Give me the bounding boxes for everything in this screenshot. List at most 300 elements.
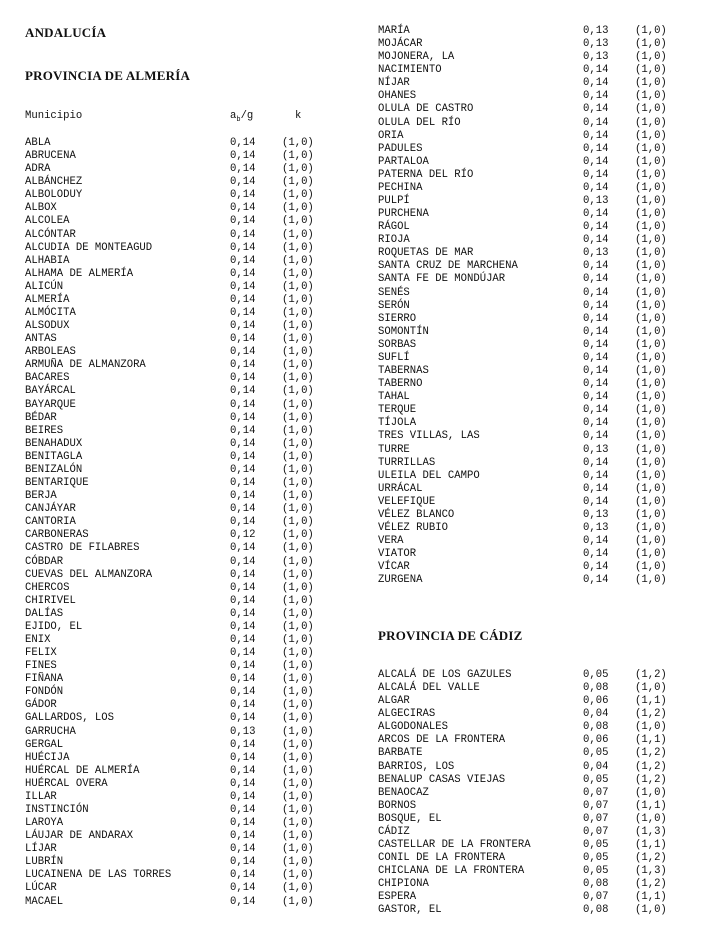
table-row xyxy=(378,234,678,247)
ab-cell: 0,07 xyxy=(583,799,609,812)
k-cell: (1,0) xyxy=(282,215,314,228)
table-row xyxy=(378,77,678,90)
municipio-cell: CHICLANA DE LA FRONTERA xyxy=(378,865,525,878)
municipio-cell: SANTA FE DE MONDÚJAR xyxy=(378,273,506,286)
ab-cell: 0,14 xyxy=(583,234,609,247)
table-row xyxy=(378,404,678,417)
municipio-cell: GERGAL xyxy=(25,738,64,751)
k-cell: (1,1) xyxy=(635,891,667,904)
municipio-cell: RIOJA xyxy=(378,234,410,247)
k-cell: (1,3) xyxy=(635,825,667,838)
ab-cell: 0,13 xyxy=(583,508,609,521)
k-cell: (1,0) xyxy=(282,803,314,816)
municipio-cell: VÉLEZ BLANCO xyxy=(378,508,455,521)
ab-cell: 0,14 xyxy=(230,633,256,646)
ab-cell: 0,14 xyxy=(230,424,256,437)
k-cell: (1,0) xyxy=(282,895,314,908)
k-cell: (1,2) xyxy=(635,760,667,773)
municipio-cell: TAHAL xyxy=(378,391,410,404)
header-ab xyxy=(230,110,253,127)
k-cell: (1,0) xyxy=(635,90,667,103)
k-cell: (1,0) xyxy=(282,686,314,699)
k-cell: (1,0) xyxy=(635,77,667,90)
k-cell: (1,0) xyxy=(282,620,314,633)
municipio-cell: ESPERA xyxy=(378,891,417,904)
ab-cell: 0,04 xyxy=(583,760,609,773)
ab-cell: 0,07 xyxy=(583,812,609,825)
table-row xyxy=(25,582,325,595)
municipio-cell: GASTOR, EL xyxy=(378,904,442,917)
k-cell: (1,0) xyxy=(282,477,314,490)
ab-cell: 0,14 xyxy=(230,581,256,594)
ab-cell: 0,14 xyxy=(583,338,609,351)
municipio-cell: PECHINA xyxy=(378,181,423,194)
municipio-cell: SERÓN xyxy=(378,299,410,312)
municipio-cell: RÁGOL xyxy=(378,221,410,234)
ab-cell: 0,14 xyxy=(230,176,256,189)
municipio-cell: SANTA CRUZ DE MARCHENA xyxy=(378,260,518,273)
table-row xyxy=(378,169,678,182)
k-cell: (1,0) xyxy=(635,208,667,221)
cadiz-title: PROVINCIA DE CÁDIZ xyxy=(378,628,523,643)
municipio-cell: PARTALOA xyxy=(378,155,429,168)
ab-cell: 0,14 xyxy=(230,869,256,882)
table-row xyxy=(378,747,678,760)
ab-cell: 0,14 xyxy=(230,594,256,607)
ab-cell: 0,07 xyxy=(583,825,609,838)
table-row xyxy=(378,839,678,852)
table-row xyxy=(378,365,678,378)
ab-cell: 0,14 xyxy=(230,293,256,306)
municipio-cell: OLULA DE CASTRO xyxy=(378,103,474,116)
municipio-cell: ZURGENA xyxy=(378,574,423,587)
table-header xyxy=(25,110,325,124)
municipio-cell: CÓBDAR xyxy=(25,555,64,568)
municipio-cell: VERA xyxy=(378,535,404,548)
table-row xyxy=(378,117,678,130)
table-row xyxy=(25,817,325,830)
k-cell: (1,0) xyxy=(635,142,667,155)
municipio-cell: INSTINCIÓN xyxy=(25,803,89,816)
ab-cell: 0,14 xyxy=(230,516,256,529)
municipio-cell: TERQUE xyxy=(378,404,417,417)
municipio-cell: VÉLEZ RUBIO xyxy=(378,521,448,534)
ab-cell: 0,14 xyxy=(583,351,609,364)
table-row xyxy=(25,281,325,294)
ab-cell: 0,14 xyxy=(230,267,256,280)
k-cell: (1,0) xyxy=(635,155,667,168)
k-cell: (1,0) xyxy=(282,790,314,803)
municipio-cell: ALCALÁ DE LOS GAZULES xyxy=(378,669,512,681)
municipio-cell: ALSODUX xyxy=(25,320,70,333)
table-row xyxy=(25,202,325,215)
table-row xyxy=(25,438,325,451)
table-row xyxy=(378,339,678,352)
municipio-cell: ANTAS xyxy=(25,333,57,346)
municipio-cell: HUÉRCAL DE ALMERÍA xyxy=(25,764,140,777)
ab-cell: 0,14 xyxy=(583,168,609,181)
municipio-cell: ALGECIRAS xyxy=(378,708,436,721)
ab-cell: 0,14 xyxy=(583,208,609,221)
ab-cell: 0,13 xyxy=(583,38,609,51)
ab-cell: 0,14 xyxy=(230,189,256,202)
ab-cell: 0,14 xyxy=(583,456,609,469)
k-cell: (1,0) xyxy=(282,320,314,333)
municipio-cell: MOJÁCAR xyxy=(378,38,423,51)
k-cell: (1,0) xyxy=(635,535,667,548)
ab-cell: 0,14 xyxy=(230,803,256,816)
k-cell: (1,0) xyxy=(635,116,667,129)
table-row xyxy=(25,621,325,634)
k-cell: (1,0) xyxy=(282,137,314,149)
table-row xyxy=(25,896,325,909)
k-cell: (1,0) xyxy=(282,228,314,241)
municipio-cell: NÍJAR xyxy=(378,77,410,90)
table-row xyxy=(378,535,678,548)
k-cell: (1,0) xyxy=(635,38,667,51)
k-cell: (1,0) xyxy=(282,333,314,346)
municipio-cell: ABRUCENA xyxy=(25,150,76,163)
table-row xyxy=(25,150,325,163)
k-cell: (1,0) xyxy=(635,51,667,64)
municipio-cell: BÉDAR xyxy=(25,411,57,424)
municipio-cell: VIATOR xyxy=(378,548,417,561)
municipio-cell: CASTELLAR DE LA FRONTERA xyxy=(378,839,531,852)
table-row xyxy=(25,477,325,490)
k-cell: (1,0) xyxy=(635,812,667,825)
table-row xyxy=(378,430,678,443)
k-cell: (1,0) xyxy=(635,574,667,587)
header-ab-sub: b xyxy=(236,116,241,125)
table-row xyxy=(378,669,678,682)
ab-cell: 0,14 xyxy=(230,882,256,895)
ab-cell: 0,14 xyxy=(583,90,609,103)
ab-cell: 0,14 xyxy=(230,450,256,463)
municipio-cell: ALCÓNTAR xyxy=(25,228,76,241)
region-title: ANDALUCÍA xyxy=(25,25,107,40)
k-cell: (1,0) xyxy=(282,411,314,424)
ab-cell: 0,13 xyxy=(583,443,609,456)
k-cell: (1,3) xyxy=(635,865,667,878)
table-row xyxy=(378,496,678,509)
table-row xyxy=(378,247,678,260)
table-row xyxy=(25,542,325,555)
municipio-cell: ALCOLEA xyxy=(25,215,70,228)
k-cell: (1,2) xyxy=(635,669,667,681)
ab-cell: 0,05 xyxy=(583,669,609,681)
ab-cell: 0,14 xyxy=(583,430,609,443)
table-row xyxy=(25,320,325,333)
table-row xyxy=(25,399,325,412)
municipio-cell: CARBONERAS xyxy=(25,529,89,542)
almeria-list-right xyxy=(378,25,678,587)
table-row xyxy=(378,695,678,708)
municipio-cell: CANJÁYAR xyxy=(25,503,76,516)
k-cell: (1,0) xyxy=(635,508,667,521)
ab-cell: 0,14 xyxy=(230,437,256,450)
municipio-cell: SORBAS xyxy=(378,338,417,351)
cadiz-list xyxy=(378,669,678,917)
k-cell: (1,0) xyxy=(635,682,667,695)
municipio-cell: ALCALÁ DEL VALLE xyxy=(378,682,480,695)
municipio-cell: BOSQUE, EL xyxy=(378,812,442,825)
ab-cell: 0,14 xyxy=(583,325,609,338)
municipio-cell: ILLAR xyxy=(25,790,57,803)
k-cell: (1,0) xyxy=(282,581,314,594)
k-cell: (1,0) xyxy=(282,516,314,529)
municipio-cell: FIÑANA xyxy=(25,673,64,686)
ab-cell: 0,14 xyxy=(583,273,609,286)
municipio-cell: ULEILA DEL CAMPO xyxy=(378,469,480,482)
table-row xyxy=(378,444,678,457)
table-row xyxy=(378,103,678,116)
table-row xyxy=(378,378,678,391)
table-row xyxy=(378,38,678,51)
municipio-cell: VELEFIQUE xyxy=(378,495,436,508)
ab-cell: 0,07 xyxy=(583,891,609,904)
ab-cell: 0,13 xyxy=(583,247,609,260)
municipio-cell: ALMÓCITA xyxy=(25,307,76,320)
k-cell: (1,0) xyxy=(282,437,314,450)
table-row xyxy=(25,660,325,673)
table-row xyxy=(25,307,325,320)
municipio-cell: GALLARDOS, LOS xyxy=(25,712,115,725)
ab-cell: 0,14 xyxy=(230,686,256,699)
header-municipio: Municipio xyxy=(25,110,83,122)
k-cell: (1,0) xyxy=(282,647,314,660)
ab-cell: 0,14 xyxy=(230,372,256,385)
municipio-cell: ARBOLEAS xyxy=(25,346,76,359)
table-row xyxy=(378,509,678,522)
k-cell: (1,0) xyxy=(282,163,314,176)
ab-cell: 0,14 xyxy=(230,241,256,254)
ab-cell: 0,14 xyxy=(230,699,256,712)
ab-cell: 0,14 xyxy=(583,155,609,168)
header-ab-base: a xyxy=(230,110,237,122)
ab-cell: 0,14 xyxy=(230,463,256,476)
municipio-cell: NACIMIENTO xyxy=(378,64,442,77)
municipio-cell: DALÍAS xyxy=(25,607,64,620)
ab-cell: 0,05 xyxy=(583,839,609,852)
municipio-cell: URRÁCAL xyxy=(378,482,423,495)
k-cell: (1,0) xyxy=(635,64,667,77)
table-row xyxy=(378,574,678,587)
municipio-cell: OLULA DEL RÍO xyxy=(378,116,461,129)
k-cell: (1,0) xyxy=(282,189,314,202)
ab-cell: 0,14 xyxy=(583,469,609,482)
table-row xyxy=(25,359,325,372)
ab-cell: 0,14 xyxy=(583,574,609,587)
table-row xyxy=(378,208,678,221)
k-cell: (1,0) xyxy=(282,424,314,437)
table-row xyxy=(25,451,325,464)
table-row xyxy=(25,673,325,686)
ab-cell: 0,14 xyxy=(230,228,256,241)
table-row xyxy=(378,682,678,695)
ab-cell: 0,14 xyxy=(230,307,256,320)
ab-cell: 0,14 xyxy=(230,660,256,673)
k-cell: (1,0) xyxy=(282,712,314,725)
ab-cell: 0,14 xyxy=(583,535,609,548)
table-row xyxy=(25,791,325,804)
municipio-cell: ARCOS DE LA FRONTERA xyxy=(378,734,506,747)
ab-cell: 0,14 xyxy=(583,548,609,561)
municipio-cell: CONIL DE LA FRONTERA xyxy=(378,852,506,865)
municipio-cell: ROQUETAS DE MAR xyxy=(378,247,474,260)
table-row xyxy=(25,255,325,268)
ab-cell: 0,06 xyxy=(583,734,609,747)
table-row xyxy=(378,25,678,38)
table-row xyxy=(378,417,678,430)
table-row xyxy=(25,464,325,477)
k-cell: (1,0) xyxy=(635,325,667,338)
municipio-cell: ABLA xyxy=(25,137,51,149)
table-row xyxy=(25,137,325,150)
k-cell: (1,0) xyxy=(282,777,314,790)
k-cell: (1,2) xyxy=(635,747,667,760)
table-row xyxy=(378,273,678,286)
ab-cell: 0,13 xyxy=(583,521,609,534)
table-row xyxy=(25,294,325,307)
table-row xyxy=(378,761,678,774)
municipio-cell: PATERNA DEL RÍO xyxy=(378,168,474,181)
table-row xyxy=(25,229,325,242)
table-row xyxy=(25,176,325,189)
k-cell: (1,0) xyxy=(635,234,667,247)
municipio-cell: BEIRES xyxy=(25,424,64,437)
municipio-cell: HUÉRCAL OVERA xyxy=(25,777,108,790)
municipio-cell: GÁDOR xyxy=(25,699,57,712)
table-row xyxy=(378,352,678,365)
k-cell: (1,0) xyxy=(282,372,314,385)
municipio-cell: PURCHENA xyxy=(378,208,429,221)
table-row xyxy=(25,412,325,425)
municipio-cell: LUBRÍN xyxy=(25,856,64,869)
municipio-cell: HUÉCIJA xyxy=(25,751,70,764)
ab-cell: 0,14 xyxy=(583,221,609,234)
ab-cell: 0,14 xyxy=(230,150,256,163)
ab-cell: 0,14 xyxy=(230,712,256,725)
k-cell: (1,0) xyxy=(282,398,314,411)
municipio-cell: BENITAGLA xyxy=(25,450,83,463)
table-row xyxy=(378,221,678,234)
municipio-cell: LÁUJAR DE ANDARAX xyxy=(25,830,134,843)
k-cell: (1,2) xyxy=(635,773,667,786)
k-cell: (1,0) xyxy=(282,267,314,280)
k-cell: (1,0) xyxy=(282,869,314,882)
ab-cell: 0,14 xyxy=(230,738,256,751)
k-cell: (1,0) xyxy=(282,738,314,751)
k-cell: (1,0) xyxy=(282,699,314,712)
k-cell: (1,0) xyxy=(635,391,667,404)
table-row xyxy=(25,215,325,228)
municipio-cell: BENTARIQUE xyxy=(25,477,89,490)
k-cell: (1,0) xyxy=(635,129,667,142)
k-cell: (1,0) xyxy=(635,221,667,234)
ab-cell: 0,14 xyxy=(583,260,609,273)
municipio-cell: LAROYA xyxy=(25,817,64,830)
ab-cell: 0,14 xyxy=(230,346,256,359)
municipio-cell: LÍJAR xyxy=(25,843,57,856)
k-cell: (1,0) xyxy=(282,346,314,359)
table-row xyxy=(25,830,325,843)
table-row xyxy=(25,882,325,895)
k-cell: (1,0) xyxy=(282,503,314,516)
k-cell: (1,0) xyxy=(282,529,314,542)
ab-cell: 0,14 xyxy=(230,477,256,490)
table-row xyxy=(378,326,678,339)
k-cell: (1,0) xyxy=(282,280,314,293)
municipio-cell: BACARES xyxy=(25,372,70,385)
k-cell: (1,2) xyxy=(635,878,667,891)
ab-cell: 0,07 xyxy=(583,786,609,799)
municipio-cell: BENAHADUX xyxy=(25,437,83,450)
table-row xyxy=(378,260,678,273)
table-row xyxy=(378,143,678,156)
municipio-cell: ALBOLODUY xyxy=(25,189,83,202)
municipio-cell: BORNOS xyxy=(378,799,417,812)
ab-cell: 0,14 xyxy=(583,77,609,90)
ab-cell: 0,14 xyxy=(583,181,609,194)
municipio-cell: SIERRO xyxy=(378,312,417,325)
k-cell: (1,1) xyxy=(635,839,667,852)
municipio-cell: FONDÓN xyxy=(25,686,64,699)
k-cell: (1,0) xyxy=(282,307,314,320)
header-ab-suffix: /g xyxy=(240,110,254,122)
k-cell: (1,1) xyxy=(635,734,667,747)
k-cell: (1,0) xyxy=(282,843,314,856)
municipio-cell: CANTORIA xyxy=(25,516,76,529)
ab-cell: 0,14 xyxy=(230,398,256,411)
ab-cell: 0,14 xyxy=(583,64,609,77)
table-row xyxy=(25,765,325,778)
ab-cell: 0,14 xyxy=(230,320,256,333)
ab-cell: 0,14 xyxy=(230,673,256,686)
k-cell: (1,2) xyxy=(635,708,667,721)
k-cell: (1,0) xyxy=(635,195,667,208)
ab-cell: 0,14 xyxy=(230,280,256,293)
ab-cell: 0,14 xyxy=(230,490,256,503)
k-cell: (1,0) xyxy=(282,673,314,686)
k-cell: (1,0) xyxy=(282,542,314,555)
ab-cell: 0,14 xyxy=(230,202,256,215)
municipio-cell: SUFLÍ xyxy=(378,351,410,364)
k-cell: (1,0) xyxy=(635,469,667,482)
table-row xyxy=(25,189,325,202)
municipio-cell: ALICÚN xyxy=(25,280,64,293)
municipio-cell: TURRE xyxy=(378,443,410,456)
table-row xyxy=(25,385,325,398)
municipio-cell: BARBATE xyxy=(378,747,423,760)
municipio-cell: LUCAINENA DE LAS TORRES xyxy=(25,869,172,882)
municipio-cell: ENIX xyxy=(25,633,51,646)
k-cell: (1,0) xyxy=(282,882,314,895)
municipio-cell: TABERNAS xyxy=(378,365,429,378)
ab-cell: 0,14 xyxy=(230,333,256,346)
ab-cell: 0,14 xyxy=(230,555,256,568)
table-row xyxy=(25,569,325,582)
municipio-cell: BERJA xyxy=(25,490,57,503)
table-row xyxy=(25,516,325,529)
municipio-cell: GARRUCHA xyxy=(25,725,76,738)
ab-cell: 0,14 xyxy=(583,404,609,417)
municipio-cell: ALHABIA xyxy=(25,254,70,267)
table-row xyxy=(25,242,325,255)
k-cell: (1,0) xyxy=(635,365,667,378)
municipio-cell: CÁDIZ xyxy=(378,825,410,838)
k-cell: (1,0) xyxy=(282,150,314,163)
ab-cell: 0,14 xyxy=(230,568,256,581)
